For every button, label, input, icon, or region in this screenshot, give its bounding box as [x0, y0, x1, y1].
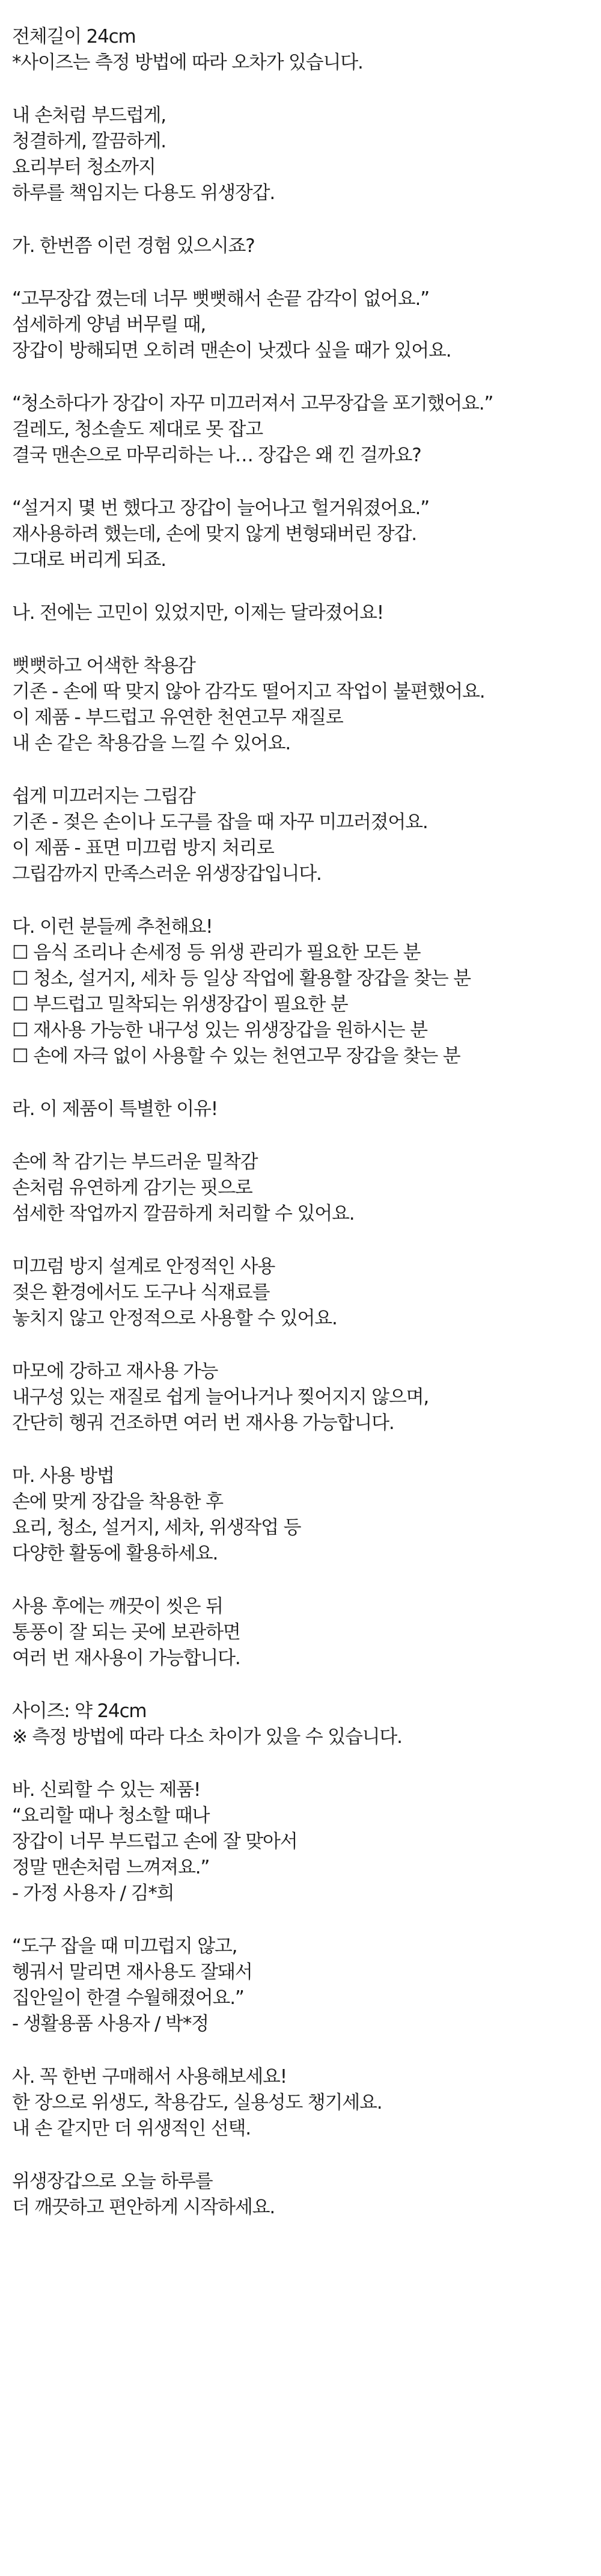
checklist-item: ☐ 부드럽고 밀착되는 위생장갑이 필요한 분	[12, 994, 348, 1015]
text-line: 정말 맨손처럼 느껴져요.”	[12, 1857, 210, 1878]
checklist-item: ☐ 손에 자극 없이 사용할 수 있는 천연고무 장갑을 찾는 분	[12, 1045, 460, 1067]
intro-paragraph	[12, 103, 601, 206]
review-paragraph	[12, 1934, 601, 2037]
text-line: 젖은 환경에서도 도구나 식재료를	[12, 1282, 270, 1303]
text-line: 가. 한번쯤 이런 경험 있으시죠?	[12, 235, 255, 257]
text-line: 더 깨끗하고 편안하게 시작하세요.	[12, 2196, 275, 2218]
text-line: 다. 이런 분들께 추천해요!	[12, 916, 213, 938]
text-line: 뻣뻣하고 어색한 착용감	[12, 655, 195, 677]
text-line: 섬세하게 양념 버무릴 때,	[12, 314, 206, 336]
text-line: 나. 전에는 고민이 있었지만, 이제는 달라졌어요!	[12, 602, 383, 624]
text-line: 하루를 책임지는 다용도 위생장갑.	[12, 182, 275, 204]
text-line: “청소하다가 장갑이 자꾸 미끄러져서 고무장갑을 포기했어요.”	[12, 393, 493, 414]
text-line: 손에 맞게 장갑을 착용한 후	[12, 1491, 223, 1513]
text-line: 바. 신뢰할 수 있는 제품!	[12, 1779, 201, 1801]
text-line: 요리, 청소, 설거지, 세차, 위생작업 등	[12, 1517, 301, 1539]
usage-paragraph	[12, 1594, 601, 1671]
closing-paragraph	[12, 2064, 601, 2142]
text-line: 내 손 같은 착용감을 느낄 수 있어요.	[12, 733, 291, 754]
text-line: 사. 꼭 한번 구매해서 사용해보세요!	[12, 2066, 287, 2088]
comparison-paragraph	[12, 653, 601, 757]
text-line: 청결하게, 깔끔하게.	[12, 131, 166, 152]
text-line: - 가정 사용자 / 김*희	[12, 1883, 174, 1904]
text-line: “요리할 때나 청소할 때나	[12, 1805, 210, 1827]
feature-paragraph	[12, 1254, 601, 1332]
section-heading	[12, 600, 601, 626]
text-line: 기존 - 젖은 손이나 도구를 잡을 때 자꾸 미끄러졌어요.	[12, 811, 428, 833]
text-line: 집안일이 한결 수월해졌어요.”	[12, 1987, 244, 2009]
text-line: “도구 잡을 때 미끄럽지 않고,	[12, 1935, 237, 1957]
checklist-item: ☐ 청소, 설거지, 세차 등 일상 작업에 활용할 장갑을 찾는 분	[12, 968, 471, 989]
size-note	[12, 1698, 601, 1750]
text-line: 한 장으로 위생도, 착용감도, 실용성도 챙기세요.	[12, 2092, 382, 2113]
text-line: 다양한 활동에 활용하세요.	[12, 1543, 218, 1564]
text-line: 섬세한 작업까지 깔끔하게 처리할 수 있어요.	[12, 1203, 355, 1225]
text-line: 라. 이 제품이 특별한 이유!	[12, 1098, 218, 1120]
usage-paragraph	[12, 1463, 601, 1567]
size-info	[12, 24, 601, 76]
section-heading	[12, 1096, 601, 1122]
feature-paragraph	[12, 1359, 601, 1436]
text-line: 그립감까지 만족스러운 위생장갑입니다.	[12, 863, 322, 885]
text-line: 사용 후에는 깨끗이 씻은 뒤	[12, 1596, 223, 1617]
checklist-item: ☐ 음식 조리나 손세정 등 위생 관리가 필요한 모든 분	[12, 942, 421, 964]
text-line: 마. 사용 방법	[12, 1465, 114, 1487]
text-line: 요리부터 청소까지	[12, 156, 156, 178]
text-line: 위생장갑으로 오늘 하루를	[12, 2171, 213, 2192]
text-line: 사이즈: 약 24cm	[12, 1700, 147, 1722]
section-heading	[12, 233, 601, 259]
text-line: 장갑이 너무 부드럽고 손에 잘 맞아서	[12, 1831, 297, 1852]
text-line: 전체길이 24cm	[12, 26, 136, 48]
text-line: “고무장갑 꼈는데 너무 뻣뻣해서 손끝 감각이 없어요.”	[12, 288, 429, 310]
text-line: 놓치지 않고 안정적으로 사용할 수 있어요.	[12, 1308, 337, 1329]
text-line: “설거지 몇 번 했다고 장갑이 늘어나고 헐거워졌어요.”	[12, 497, 429, 519]
text-line: ※ 측정 방법에 따라 다소 차이가 있을 수 있습니다.	[12, 1726, 402, 1748]
text-line: 내구성 있는 재질로 쉽게 늘어나거나 찢어지지 않으며,	[12, 1386, 429, 1408]
text-line: - 생활용품 사용자 / 박*정	[12, 2013, 209, 2035]
text-line: 그대로 버리게 되죠.	[12, 549, 166, 571]
review-paragraph	[12, 1777, 601, 1907]
text-line: 여러 번 재사용이 가능합니다.	[12, 1647, 240, 1669]
text-line: 마모에 강하고 재사용 가능	[12, 1360, 218, 1382]
text-line: 미끄럼 방지 설계로 안정적인 사용	[12, 1256, 275, 1277]
text-line: 손에 착 감기는 부드러운 밀착감	[12, 1151, 258, 1173]
text-line: 장갑이 방해되면 오히려 맨손이 낫겠다 싶을 때가 있어요.	[12, 340, 451, 361]
comparison-paragraph	[12, 784, 601, 887]
closing-paragraph	[12, 2169, 601, 2221]
experience-paragraph	[12, 496, 601, 573]
text-line: 이 제품 - 표면 미끄럼 방지 처리로	[12, 837, 274, 859]
checklist-item: ☐ 재사용 가능한 내구성 있는 위생장갑을 원하시는 분	[12, 1019, 427, 1041]
text-line: 쉽게 미끄러지는 그립감	[12, 785, 195, 807]
recommendation-list	[12, 914, 601, 1069]
text-line: 결국 맨손으로 마무리하는 나… 장갑은 왜 낀 걸까요?	[12, 444, 421, 466]
experience-paragraph	[12, 286, 601, 364]
text-line: 걸레도, 청소솔도 제대로 못 잡고	[12, 419, 263, 440]
text-line: 이 제품 - 부드럽고 유연한 천연고무 재질로	[12, 707, 343, 728]
text-line: 손처럼 유연하게 감기는 핏으로	[12, 1177, 252, 1199]
text-line: *사이즈는 측정 방법에 따라 오차가 있습니다.	[12, 52, 363, 73]
text-line: 내 손처럼 부드럽게,	[12, 105, 166, 126]
experience-paragraph	[12, 391, 601, 469]
text-line: 내 손 같지만 더 위생적인 선택.	[12, 2118, 251, 2139]
text-line: 통풍이 잘 되는 곳에 보관하면	[12, 1622, 240, 1643]
text-line: 재사용하려 했는데, 손에 맞지 않게 변형돼버린 장갑.	[12, 523, 416, 545]
feature-paragraph	[12, 1149, 601, 1227]
text-line: 헹궈서 말리면 재사용도 잘돼서	[12, 1961, 252, 1983]
text-line: 기존 - 손에 딱 맞지 않아 감각도 떨어지고 작업이 불편했어요.	[12, 681, 485, 702]
text-line: 간단히 헹궈 건조하면 여러 번 재사용 가능합니다.	[12, 1412, 394, 1434]
